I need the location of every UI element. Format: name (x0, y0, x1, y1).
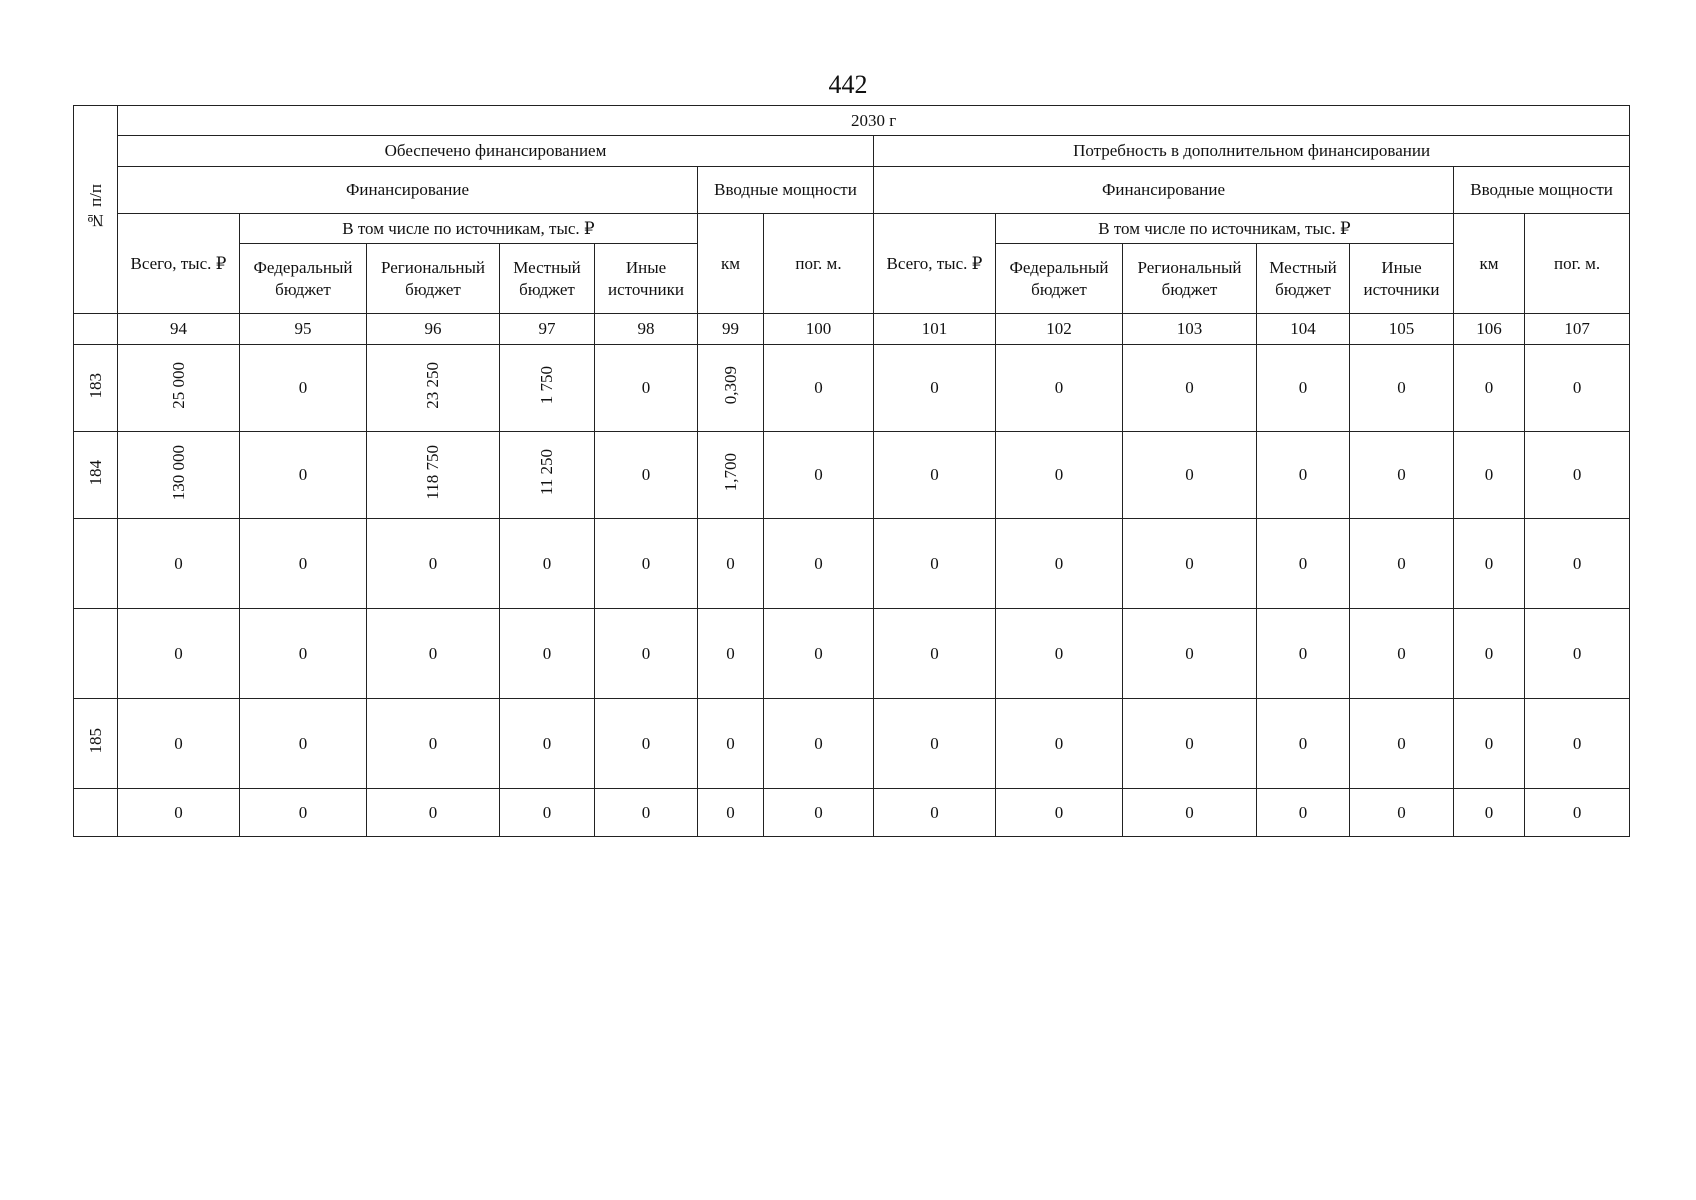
cell-value: 0 (1572, 553, 1582, 573)
cell-value: 0 (814, 733, 823, 753)
cell-value: 0 (542, 643, 552, 663)
table-cell (764, 699, 874, 789)
table-cell (764, 609, 874, 699)
cell-value: 23 250 (423, 362, 443, 409)
cell-value: 0 (1298, 378, 1308, 398)
table-cell (367, 519, 500, 609)
row-number: 183 (85, 372, 105, 399)
table-row (74, 699, 1630, 789)
column-number: 95 (240, 314, 367, 345)
table-row (74, 432, 1630, 519)
financing-header-right: Финансирование (874, 167, 1454, 214)
table-cell (764, 432, 874, 519)
cell-value: 0 (542, 733, 552, 753)
table-cell (1454, 345, 1525, 432)
table-cell (595, 789, 698, 837)
federal-header-right: Федеральный бюджет (996, 244, 1123, 314)
cell-value: 1 750 (537, 366, 557, 405)
cell-value: 0 (1185, 378, 1194, 398)
cell-value: 0 (641, 733, 651, 753)
cell-value: 0 (298, 733, 308, 753)
cell-value: 0 (641, 802, 651, 822)
column-number: 102 (996, 314, 1123, 345)
table-cell (1525, 345, 1630, 432)
cell-value: 0 (542, 802, 552, 822)
table-cell (240, 432, 367, 519)
table-cell (500, 432, 595, 519)
table-cell (1454, 432, 1525, 519)
cell-value: 0 (428, 553, 438, 573)
table-cell (1350, 609, 1454, 699)
table-cell (1257, 432, 1350, 519)
table-cell (367, 609, 500, 699)
cell-value: 0 (1054, 553, 1064, 573)
cell-value: 0 (1185, 553, 1194, 573)
rm-header-left: пог. м. (764, 214, 874, 314)
sources-header-left: В том числе по источникам, тыс. ₽ (240, 214, 698, 244)
table-cell (500, 789, 595, 837)
table-cell (1257, 609, 1350, 699)
table-cell (1123, 609, 1257, 699)
table-cell (698, 609, 764, 699)
cell-value: 0 (1185, 465, 1194, 485)
row-number-cell (74, 789, 118, 837)
cell-value: 0 (1484, 465, 1494, 485)
table-cell (874, 519, 996, 609)
cell-value: 0 (814, 802, 823, 822)
table-cell (1123, 789, 1257, 837)
cell-value: 0 (726, 733, 735, 753)
table-cell (595, 699, 698, 789)
table-cell (240, 789, 367, 837)
cell-value: 0 (930, 643, 939, 663)
column-number: 103 (1123, 314, 1257, 345)
table-cell (500, 609, 595, 699)
table-cell (874, 609, 996, 699)
table-cell (500, 699, 595, 789)
table-cell (764, 345, 874, 432)
cell-value: 0 (542, 553, 552, 573)
table-cell (764, 519, 874, 609)
table-cell (1123, 699, 1257, 789)
table-cell (595, 345, 698, 432)
cell-value: 0 (1298, 553, 1308, 573)
rm-header-right: пог. м. (1525, 214, 1630, 314)
column-number: 99 (698, 314, 764, 345)
column-number: 97 (500, 314, 595, 345)
cell-value: 130 000 (168, 444, 188, 500)
table-cell (1257, 789, 1350, 837)
table-cell (1454, 609, 1525, 699)
table-cell (1350, 789, 1454, 837)
cell-value: 0 (726, 643, 735, 663)
table-cell (1350, 519, 1454, 609)
cell-value: 0 (1054, 378, 1064, 398)
table-cell (698, 519, 764, 609)
table-cell (874, 432, 996, 519)
cell-value: 0 (298, 643, 308, 663)
cell-value: 0 (1054, 802, 1064, 822)
cell-value: 0 (1572, 733, 1582, 753)
table-cell (996, 432, 1123, 519)
table-cell (595, 519, 698, 609)
table-cell (996, 519, 1123, 609)
row-number: 185 (85, 728, 105, 754)
cell-value: 0 (298, 378, 308, 398)
regional-header-right: Региональный бюджет (1123, 244, 1257, 314)
sources-header-right: В том числе по источникам, тыс. ₽ (996, 214, 1454, 244)
data-rows (74, 345, 1630, 837)
column-number: 100 (764, 314, 874, 345)
column-number: 106 (1454, 314, 1525, 345)
row-number-cell (74, 519, 118, 609)
funded-group-header: Обеспечено финансированием (118, 136, 874, 167)
cell-value: 0 (1572, 378, 1582, 398)
km-header-right: км (1454, 214, 1525, 314)
row-number: 184 (85, 459, 105, 486)
cell-value: 0 (930, 465, 939, 485)
table-cell (595, 432, 698, 519)
regional-header-left: Региональный бюджет (367, 244, 500, 314)
cell-value: 1,700 (720, 453, 740, 492)
table-cell (118, 432, 240, 519)
column-number: 98 (595, 314, 698, 345)
table-cell (1257, 699, 1350, 789)
cell-value: 0 (1054, 643, 1064, 663)
table-cell (118, 699, 240, 789)
row-number-cell (74, 609, 118, 699)
federal-header-left: Федеральный бюджет (240, 244, 367, 314)
cell-value: 0 (1185, 643, 1194, 663)
cell-value: 0 (641, 553, 651, 573)
cell-value: 0 (1572, 802, 1582, 822)
cell-value: 0 (1397, 643, 1406, 663)
cell-value: 0 (174, 553, 183, 573)
column-number-row (74, 314, 1630, 345)
table-cell (996, 609, 1123, 699)
table-cell (1525, 609, 1630, 699)
table-cell (1350, 345, 1454, 432)
table-cell (367, 432, 500, 519)
total-header-left: Всего, тыс. ₽ (118, 214, 240, 314)
table-row (74, 789, 1630, 837)
cell-value: 0 (1397, 733, 1406, 753)
row-number-cell (74, 699, 118, 789)
cell-value: 0 (814, 378, 823, 398)
cell-value: 0 (174, 733, 183, 753)
cell-value: 0 (1298, 465, 1308, 485)
cell-value: 0 (1572, 465, 1582, 485)
cell-value: 0 (930, 378, 939, 398)
table-cell (874, 789, 996, 837)
row-number-cell (74, 345, 118, 432)
cell-value: 0 (930, 733, 939, 753)
table-cell (1454, 519, 1525, 609)
table-cell (1123, 345, 1257, 432)
local-header-right: Местный бюджет (1257, 244, 1350, 314)
table-row (74, 609, 1630, 699)
table-cell (698, 699, 764, 789)
table-cell (367, 789, 500, 837)
cell-value: 0 (428, 802, 438, 822)
column-number: 96 (367, 314, 500, 345)
table-cell (1454, 699, 1525, 789)
table-cell (367, 345, 500, 432)
financing-table (73, 105, 1630, 837)
table-cell (240, 519, 367, 609)
cell-value: 0 (814, 553, 823, 573)
cell-value: 0 (814, 465, 823, 485)
cell-value: 0 (930, 802, 939, 822)
cell-value: 11 250 (537, 449, 557, 496)
cell-value: 0 (1298, 643, 1308, 663)
cell-value: 0 (1484, 553, 1494, 573)
cell-value: 0 (428, 733, 438, 753)
other-header-left: Иные источники (595, 244, 698, 314)
cell-value: 0 (1185, 733, 1194, 753)
cell-value: 0 (298, 553, 308, 573)
cell-value: 0 (1484, 802, 1494, 822)
table-cell (1350, 699, 1454, 789)
cell-value: 0 (1185, 802, 1194, 822)
table-cell (240, 699, 367, 789)
additional-need-group-header: Потребность в дополнительном финансировании (874, 136, 1630, 167)
cell-value: 0 (1572, 643, 1582, 663)
table-cell (500, 345, 595, 432)
cell-value: 0 (428, 643, 438, 663)
table-cell (1257, 345, 1350, 432)
table-cell (1123, 432, 1257, 519)
cell-value: 0 (1484, 378, 1494, 398)
km-header-left: км (698, 214, 764, 314)
cell-value: 0 (1054, 733, 1064, 753)
cell-value: 0 (1397, 378, 1406, 398)
row-number-cell (74, 432, 118, 519)
table-cell (1350, 432, 1454, 519)
column-number: 105 (1350, 314, 1454, 345)
table-cell (764, 789, 874, 837)
table-cell (240, 345, 367, 432)
table-cell (1525, 789, 1630, 837)
column-number: 101 (874, 314, 996, 345)
table-cell (874, 345, 996, 432)
table-cell (118, 609, 240, 699)
table-cell (1525, 519, 1630, 609)
table-cell (1525, 432, 1630, 519)
table-cell (1257, 519, 1350, 609)
cell-value: 0,309 (720, 366, 740, 405)
local-header-left: Местный бюджет (500, 244, 595, 314)
table-cell (698, 789, 764, 837)
cell-value: 0 (1397, 465, 1406, 485)
table-cell (1454, 789, 1525, 837)
row-number-header: № п/п (74, 106, 118, 314)
cell-value: 0 (726, 553, 735, 573)
cell-value: 25 000 (168, 362, 188, 409)
table-cell (996, 789, 1123, 837)
cell-value: 0 (726, 802, 735, 822)
cell-value: 0 (1484, 733, 1494, 753)
column-number: 94 (118, 314, 240, 345)
cell-value: 0 (1484, 643, 1494, 663)
cell-value: 0 (298, 802, 308, 822)
cell-value: 0 (1298, 802, 1308, 822)
cell-value: 0 (298, 465, 308, 485)
table-cell (118, 789, 240, 837)
cell-value: 0 (174, 802, 183, 822)
table-cell (996, 345, 1123, 432)
table-cell (595, 609, 698, 699)
table-cell (1525, 699, 1630, 789)
cell-value: 0 (1298, 733, 1308, 753)
table-cell (874, 699, 996, 789)
cell-value: 0 (174, 643, 183, 663)
table-row (74, 345, 1630, 432)
table-cell (1123, 519, 1257, 609)
table-cell (698, 432, 764, 519)
cell-value: 0 (1397, 553, 1406, 573)
table-row (74, 519, 1630, 609)
total-header-right: Всего, тыс. ₽ (874, 214, 996, 314)
cell-value: 0 (814, 643, 823, 663)
table-cell (118, 345, 240, 432)
page-number: 442 (828, 70, 868, 99)
cell-value: 0 (930, 553, 939, 573)
cell-value: 0 (1397, 802, 1406, 822)
table-cell (118, 519, 240, 609)
cell-value: 0 (641, 465, 651, 485)
table-cell (698, 345, 764, 432)
capacity-header-right: Вводные мощности (1454, 167, 1630, 214)
cell-value: 118 750 (423, 445, 443, 500)
financing-header-left: Финансирование (118, 167, 698, 214)
table-cell (500, 519, 595, 609)
capacity-header-left: Вводные мощности (698, 167, 874, 214)
other-header-right: Иные источники (1350, 244, 1454, 314)
cell-value: 0 (1054, 465, 1064, 485)
column-number-blank (74, 314, 118, 345)
table-cell (240, 609, 367, 699)
table-cell (996, 699, 1123, 789)
year-header: 2030 г (118, 106, 1630, 136)
cell-value: 0 (641, 643, 651, 663)
cell-value: 0 (641, 378, 651, 398)
column-number: 104 (1257, 314, 1350, 345)
table-cell (367, 699, 500, 789)
column-number: 107 (1525, 314, 1630, 345)
